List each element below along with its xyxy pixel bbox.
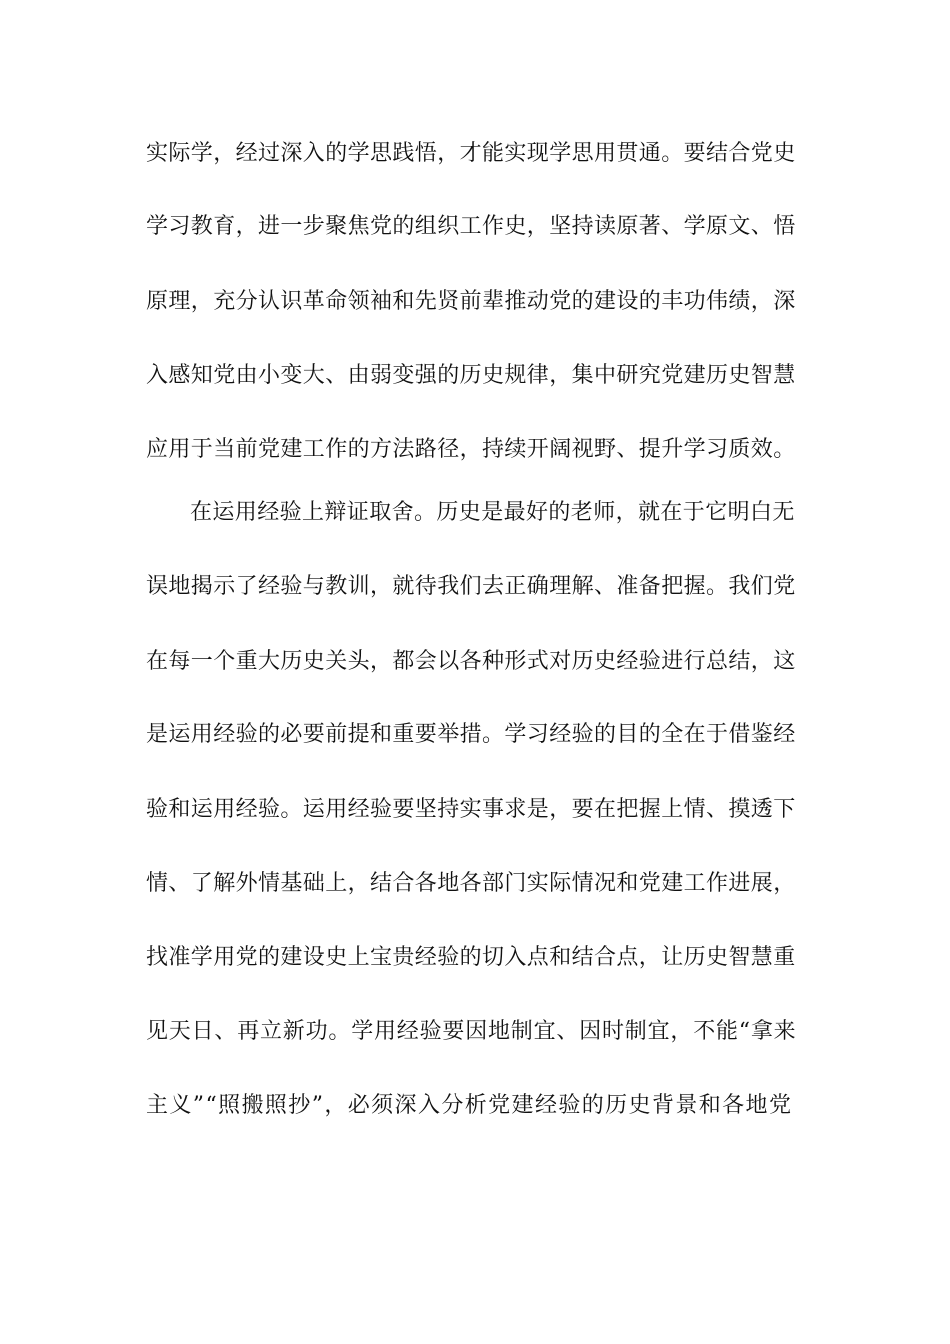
paragraph-2-line-6: 情、了解外情基础上，结合各地各部门实际情况和党建工作进展， [146,871,796,896]
paragraph-2-line-5: 验和运用经验。运用经验要坚持实事求是，要在把握上情、摸透下 [146,797,796,822]
paragraph-1-line-1: 实际学，经过深入的学思践悟，才能实现学思用贯通。要结合党史 [146,141,796,166]
paragraph-2-line-1: 在运用经验上辩证取舍。历史是最好的老师，就在于它明白无 [190,500,795,525]
paragraph-2-line-8: 见天日、再立新功。学用经验要因地制宜、因时制宜，不能“拿来 [146,1019,797,1044]
paragraph-2-line-3: 在每一个重大历史关头，都会以各种形式对历史经验进行总结，这 [146,649,796,674]
paragraph-2-line-9: 主义”“照搬照抄”，必须深入分析党建经验的历史背景和各地党 [146,1093,793,1118]
paragraph-2-line-2: 误地揭示了经验与教训，就待我们去正确理解、准备把握。我们党 [146,574,796,599]
paragraph-2-line-4: 是运用经验的必要前提和重要举措。学习经验的目的全在于借鉴经 [146,722,796,747]
paragraph-1-line-5: 应用于当前党建工作的方法路径，持续开阔视野、提升学习质效。 [146,437,796,462]
paragraph-1-line-3: 原理，充分认识革命领袖和先贤前辈推动党的建设的丰功伟绩，深 [146,289,796,314]
paragraph-1-line-4: 入感知党由小变大、由弱变强的历史规律，集中研究党建历史智慧 [146,363,796,388]
paragraph-1-line-2: 学习教育，进一步聚焦党的组织工作史，坚持读原著、学原文、悟 [146,214,796,239]
paragraph-2-line-7: 找准学用党的建设史上宝贵经验的切入点和结合点，让历史智慧重 [146,945,796,970]
